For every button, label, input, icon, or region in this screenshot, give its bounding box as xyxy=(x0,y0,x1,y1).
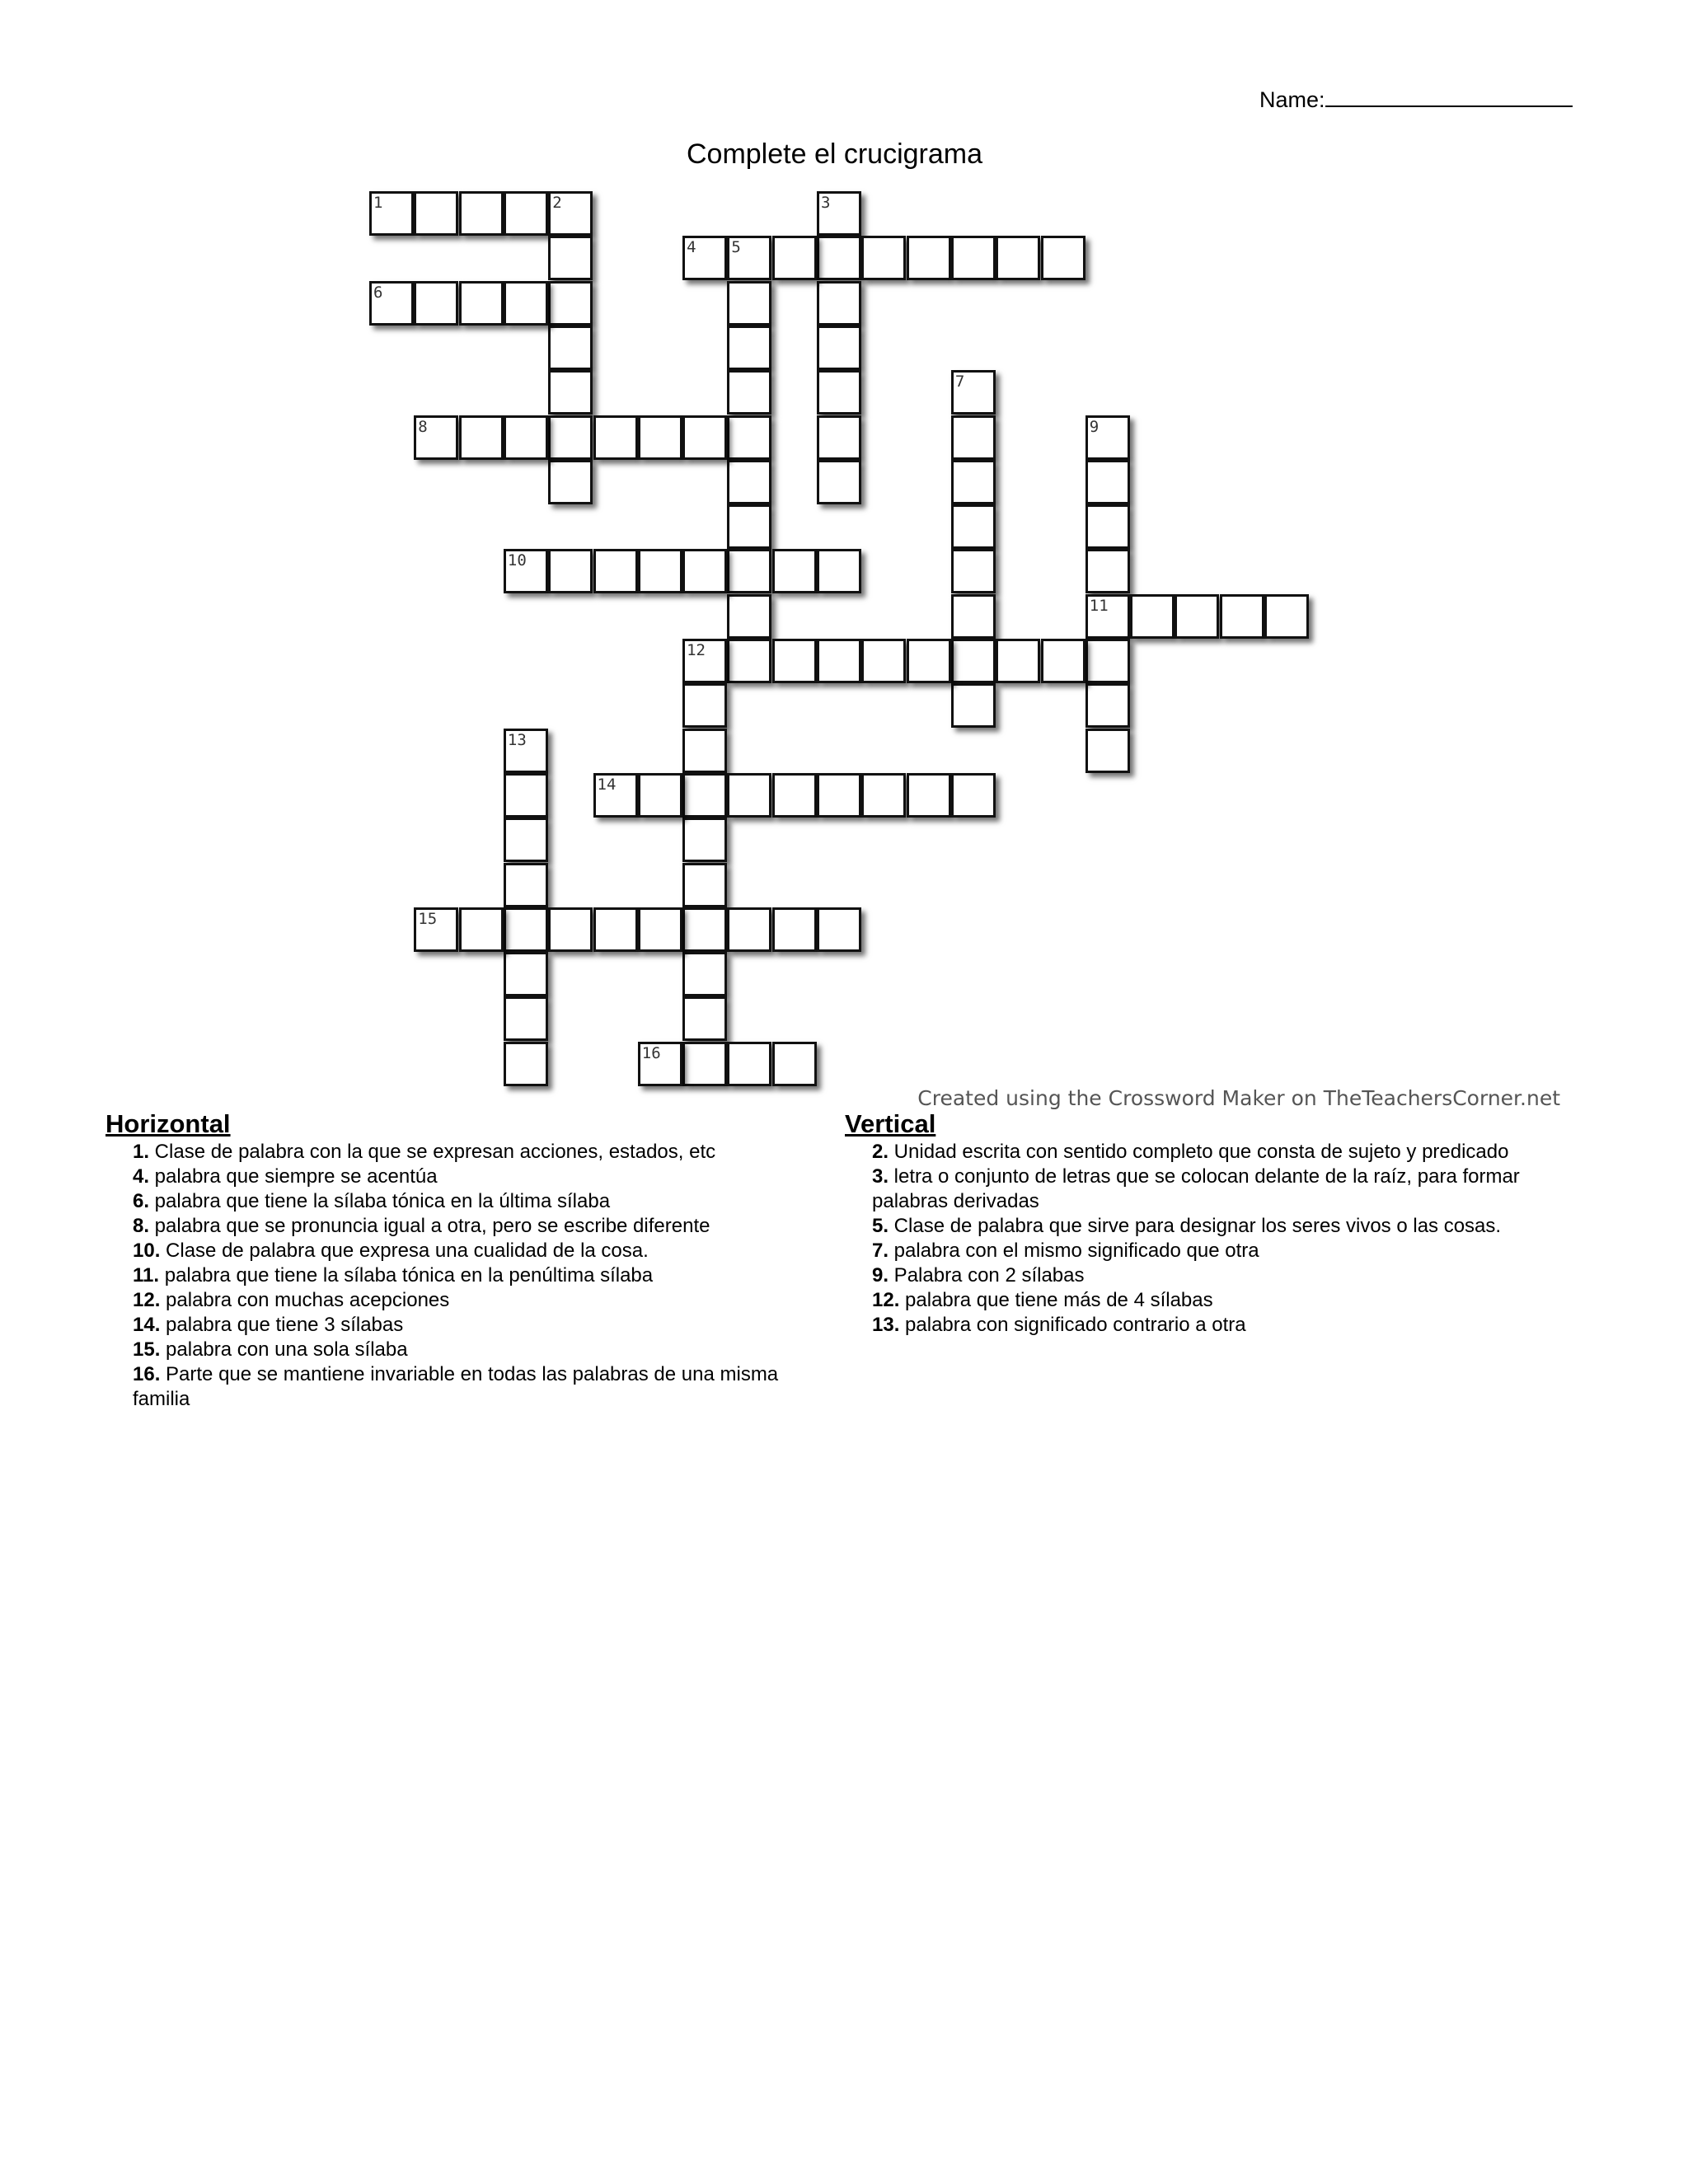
clue-number: 1. xyxy=(133,1141,150,1163)
clue-text: palabra con una sola sílaba xyxy=(160,1338,408,1361)
grid-cell[interactable] xyxy=(817,415,861,460)
grid-cell[interactable] xyxy=(504,281,548,326)
clue-number: 9 xyxy=(1089,417,1100,436)
page-title: Complete el crucigrama xyxy=(686,138,983,170)
grid-cell[interactable] xyxy=(817,370,861,415)
down-clues xyxy=(845,1108,1587,1338)
grid-cell[interactable] xyxy=(817,191,861,236)
clue-number: 12. xyxy=(133,1289,161,1311)
grid-cell[interactable] xyxy=(817,326,861,370)
grid-cell[interactable] xyxy=(727,907,771,952)
clue-number: 12. xyxy=(872,1289,900,1311)
clue-text: palabra que tiene más de 4 sílabas xyxy=(899,1289,1213,1311)
grid-cell[interactable] xyxy=(682,236,727,280)
grid-cell[interactable] xyxy=(1085,415,1130,460)
clue-text: palabra que tiene la sílaba tónica en la última sílaba xyxy=(149,1190,611,1212)
grid-cell[interactable] xyxy=(772,1042,817,1086)
name-label: Name: xyxy=(1259,87,1325,112)
clue-number: 5 xyxy=(731,238,741,257)
grid-cell[interactable] xyxy=(1130,594,1175,639)
grid-cell[interactable] xyxy=(459,907,504,952)
clue-number: 14 xyxy=(597,775,617,794)
down-clue xyxy=(872,1263,1587,1288)
grid-cell[interactable] xyxy=(727,326,771,370)
grid-cell[interactable] xyxy=(1041,639,1085,683)
grid-cell[interactable] xyxy=(593,549,638,593)
grid-cell[interactable] xyxy=(638,907,682,952)
grid-cell[interactable] xyxy=(951,773,996,818)
across-heading: Horizontal xyxy=(106,1109,231,1138)
clue-number: 6. xyxy=(133,1190,150,1212)
clue-text: Clase de palabra que expresa una cualidad de la cosa. xyxy=(160,1240,649,1262)
grid-cell[interactable] xyxy=(1041,236,1085,280)
grid-cell[interactable] xyxy=(548,370,593,415)
grid-cell[interactable] xyxy=(772,236,817,280)
across-clue xyxy=(133,1165,781,1189)
grid-cell[interactable] xyxy=(504,996,548,1041)
clue-number: 11. xyxy=(133,1264,160,1286)
clue-number: 15 xyxy=(418,909,438,928)
clue-number: 11 xyxy=(1089,596,1109,615)
clue-number: 1 xyxy=(373,194,383,212)
grid-cell[interactable] xyxy=(504,952,548,996)
clue-number: 3 xyxy=(821,194,831,212)
grid-cell[interactable] xyxy=(907,639,951,683)
grid-cell[interactable] xyxy=(548,907,593,952)
clue-number: 9. xyxy=(872,1264,889,1286)
grid-cell[interactable] xyxy=(996,639,1040,683)
grid-cell[interactable] xyxy=(459,415,504,460)
across-clue xyxy=(133,1239,781,1263)
grid-cell[interactable] xyxy=(727,281,771,326)
grid-cell[interactable] xyxy=(504,818,548,862)
grid-cell[interactable] xyxy=(727,415,771,460)
clue-text: palabra con muchas acepciones xyxy=(160,1289,450,1311)
clue-text: Palabra con 2 sílabas xyxy=(889,1264,1085,1286)
grid-cell[interactable] xyxy=(504,773,548,818)
grid-cell[interactable] xyxy=(1220,594,1264,639)
grid-cell[interactable] xyxy=(817,281,861,326)
grid-cell[interactable] xyxy=(1085,460,1130,504)
grid-cell[interactable] xyxy=(504,907,548,952)
clue-text: palabra que tiene 3 sílabas xyxy=(160,1314,404,1336)
clue-number: 3. xyxy=(872,1165,889,1188)
clue-number: 12 xyxy=(687,641,706,659)
across-clue xyxy=(133,1313,781,1338)
grid-cell[interactable] xyxy=(682,549,727,593)
grid-cell[interactable] xyxy=(817,773,861,818)
grid-cell[interactable] xyxy=(1175,594,1219,639)
clue-number: 16 xyxy=(641,1043,661,1062)
across-clues xyxy=(106,1108,781,1412)
across-clue xyxy=(133,1288,781,1313)
grid-cell[interactable] xyxy=(548,236,593,280)
grid-cell[interactable] xyxy=(907,773,951,818)
clue-number: 14. xyxy=(133,1314,161,1336)
grid-cell[interactable] xyxy=(682,996,727,1041)
down-clue xyxy=(872,1214,1587,1239)
grid-cell[interactable] xyxy=(1085,594,1130,639)
grid-cell[interactable] xyxy=(727,1042,771,1086)
clue-text: palabra con el mismo significado que otra xyxy=(889,1240,1259,1262)
grid-cell[interactable] xyxy=(817,639,861,683)
grid-cell[interactable] xyxy=(951,683,996,728)
grid-cell[interactable] xyxy=(369,191,414,236)
grid-cell[interactable] xyxy=(459,191,504,236)
down-clue xyxy=(872,1165,1587,1214)
grid-cell[interactable] xyxy=(727,639,771,683)
grid-cell[interactable] xyxy=(951,415,996,460)
clue-text: Unidad escrita con sentido completo que consta de sujeto y predicado xyxy=(889,1141,1509,1163)
across-clue xyxy=(133,1263,781,1288)
grid-cell[interactable] xyxy=(504,1042,548,1086)
grid-cell[interactable] xyxy=(593,907,638,952)
clue-number: 5. xyxy=(872,1215,889,1237)
clue-number: 2. xyxy=(872,1141,889,1163)
grid-cell[interactable] xyxy=(682,907,727,952)
grid-cell[interactable] xyxy=(951,236,996,280)
grid-cell[interactable] xyxy=(1085,683,1130,728)
down-heading: Vertical xyxy=(845,1109,936,1138)
grid-cell[interactable] xyxy=(548,415,593,460)
grid-cell[interactable] xyxy=(817,460,861,504)
grid-cell[interactable] xyxy=(861,236,906,280)
grid-cell[interactable] xyxy=(682,863,727,907)
clue-number: 15. xyxy=(133,1338,161,1361)
grid-cell[interactable] xyxy=(504,863,548,907)
grid-cell[interactable] xyxy=(951,549,996,593)
grid-cell[interactable] xyxy=(638,549,682,593)
credit-text: Created using the Crossword Maker on TheTeachersCorner.net xyxy=(917,1086,1560,1110)
grid-cell[interactable] xyxy=(817,549,861,593)
grid-cell[interactable] xyxy=(548,460,593,504)
grid-cell[interactable] xyxy=(682,952,727,996)
clue-number: 4. xyxy=(133,1165,150,1188)
clue-text: palabra que se pronuncia igual a otra, pero se escribe diferente xyxy=(149,1215,710,1237)
grid-cell[interactable] xyxy=(504,415,548,460)
grid-cell[interactable] xyxy=(682,773,727,818)
grid-cell[interactable] xyxy=(1085,504,1130,549)
grid-cell[interactable] xyxy=(861,773,906,818)
grid-cell[interactable] xyxy=(682,818,727,862)
grid-cell[interactable] xyxy=(861,639,906,683)
across-clue xyxy=(133,1189,781,1214)
grid-cell[interactable] xyxy=(548,549,593,593)
clue-number: 10. xyxy=(133,1240,161,1262)
grid-cell[interactable] xyxy=(593,415,638,460)
grid-cell[interactable] xyxy=(772,549,817,593)
grid-cell[interactable] xyxy=(682,683,727,728)
clue-number: 7 xyxy=(954,373,965,391)
across-clue xyxy=(133,1362,781,1412)
grid-cell[interactable] xyxy=(414,907,458,952)
across-clue xyxy=(133,1338,781,1362)
grid-cell[interactable] xyxy=(638,773,682,818)
grid-cell[interactable] xyxy=(817,907,861,952)
grid-cell[interactable] xyxy=(727,594,771,639)
grid-cell[interactable] xyxy=(1085,549,1130,593)
grid-cell[interactable] xyxy=(414,191,458,236)
grid-cell[interactable] xyxy=(951,639,996,683)
grid-cell[interactable] xyxy=(727,504,771,549)
grid-cell[interactable] xyxy=(727,236,771,280)
down-clue xyxy=(872,1239,1587,1263)
grid-cell[interactable] xyxy=(772,773,817,818)
grid-cell[interactable] xyxy=(817,236,861,280)
grid-cell[interactable] xyxy=(951,594,996,639)
clue-text: Parte que se mantiene invariable en todas las palabras de una misma familia xyxy=(133,1363,779,1410)
down-clue xyxy=(872,1288,1587,1313)
grid-cell[interactable] xyxy=(369,281,414,326)
grid-cell[interactable] xyxy=(682,415,727,460)
grid-cell[interactable] xyxy=(907,236,951,280)
grid-cell[interactable] xyxy=(504,549,548,593)
clue-number: 16. xyxy=(133,1363,161,1385)
across-clue xyxy=(133,1214,781,1239)
clue-text: Clase de palabra que sirve para designar los seres vivos o las cosas. xyxy=(889,1215,1502,1237)
clue-number: 4 xyxy=(687,238,696,257)
across-clue xyxy=(133,1140,781,1165)
grid-cell[interactable] xyxy=(593,773,638,818)
clue-number: 2 xyxy=(552,194,562,212)
grid-cell[interactable] xyxy=(504,729,548,773)
grid-cell[interactable] xyxy=(414,281,458,326)
grid-cell[interactable] xyxy=(727,773,771,818)
grid-cell[interactable] xyxy=(727,370,771,415)
grid-cell[interactable] xyxy=(772,639,817,683)
clue-text: palabra que tiene la sílaba tónica en la penúltima sílaba xyxy=(159,1264,654,1286)
grid-cell[interactable] xyxy=(682,639,727,683)
name-blank-line[interactable] xyxy=(1325,86,1573,107)
grid-cell[interactable] xyxy=(548,191,593,236)
grid-cell[interactable] xyxy=(504,191,548,236)
clue-number: 13. xyxy=(872,1314,900,1336)
clue-number: 8 xyxy=(418,417,428,436)
down-clue xyxy=(872,1140,1587,1165)
clue-text: palabra con significado contrario a otra xyxy=(899,1314,1246,1336)
grid-cell[interactable] xyxy=(682,1042,727,1086)
grid-cell[interactable] xyxy=(1085,729,1130,773)
grid-cell[interactable] xyxy=(996,236,1040,280)
grid-cell[interactable] xyxy=(1264,594,1309,639)
down-clue xyxy=(872,1313,1587,1338)
clue-number: 7. xyxy=(872,1240,889,1262)
grid-cell[interactable] xyxy=(638,1042,682,1086)
clue-number: 10 xyxy=(507,551,527,570)
clue-number: 13 xyxy=(507,730,527,749)
clue-text: palabra que siempre se acentúa xyxy=(149,1165,438,1188)
grid-cell[interactable] xyxy=(951,460,996,504)
grid-cell[interactable] xyxy=(682,729,727,773)
clue-number: 8. xyxy=(133,1215,150,1237)
name-field[interactable] xyxy=(1259,86,1573,113)
grid-cell[interactable] xyxy=(951,504,996,549)
grid-cell[interactable] xyxy=(1085,639,1130,683)
grid-cell[interactable] xyxy=(727,460,771,504)
clue-number: 6 xyxy=(373,283,383,302)
grid-cell[interactable] xyxy=(638,415,682,460)
grid-cell[interactable] xyxy=(459,281,504,326)
clue-text: letra o conjunto de letras que se colocan delante de la raíz, para formar palabras derivadas xyxy=(872,1165,1520,1212)
grid-cell[interactable] xyxy=(772,907,817,952)
grid-cell[interactable] xyxy=(548,281,593,326)
grid-cell[interactable] xyxy=(727,549,771,593)
grid-cell[interactable] xyxy=(951,370,996,415)
clue-text: Clase de palabra con la que se expresan acciones, estados, etc xyxy=(149,1141,716,1163)
grid-cell[interactable] xyxy=(548,326,593,370)
grid-cell[interactable] xyxy=(414,415,458,460)
